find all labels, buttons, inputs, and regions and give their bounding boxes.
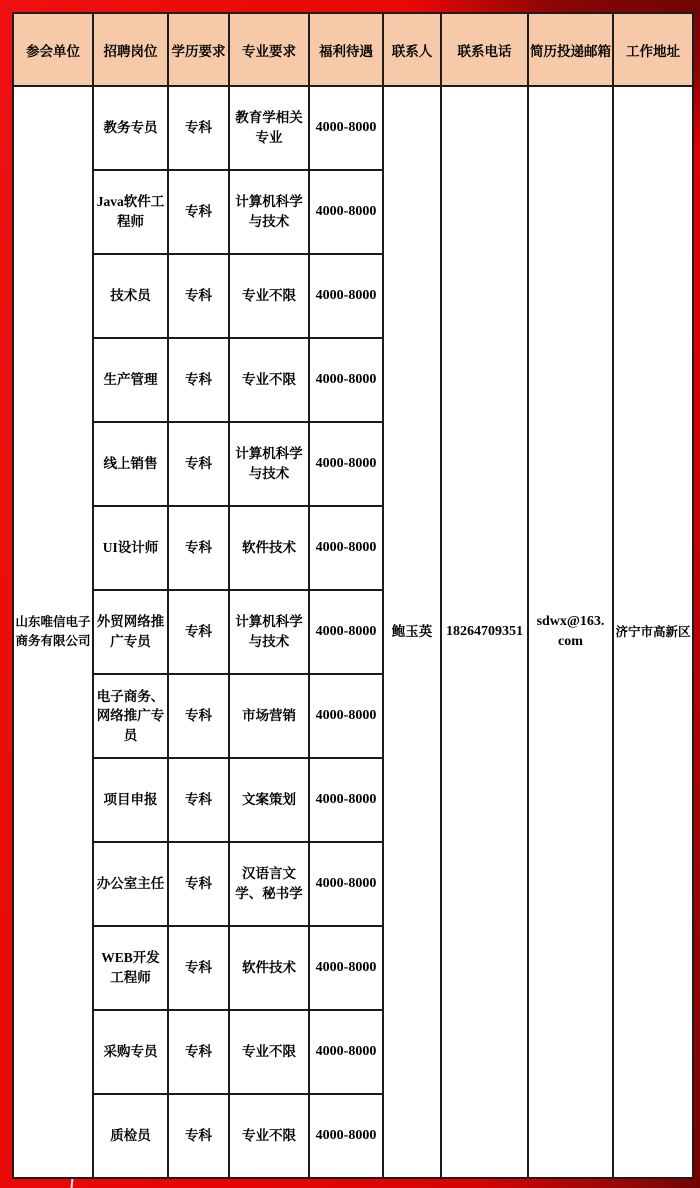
education-cell: 专科 [168, 506, 229, 590]
education-cell: 专科 [168, 1094, 229, 1178]
major-cell: 计算机科学与技术 [229, 170, 309, 254]
education-cell: 专科 [168, 758, 229, 842]
position-cell: WEB开发工程师 [93, 926, 168, 1010]
major-cell: 计算机科学与技术 [229, 422, 309, 506]
position-cell: UI设计师 [93, 506, 168, 590]
salary-cell: 4000-8000 [309, 926, 383, 1010]
header-company: 参会单位 [13, 13, 93, 86]
education-cell: 专科 [168, 674, 229, 758]
header-education: 学历要求 [168, 13, 229, 86]
salary-cell: 4000-8000 [309, 86, 383, 170]
position-cell: 线上销售 [93, 422, 168, 506]
job-row [13, 86, 693, 170]
major-cell: 软件技术 [229, 926, 309, 1010]
salary-cell: 4000-8000 [309, 1094, 383, 1178]
position-cell: 教务专员 [93, 86, 168, 170]
salary-cell: 4000-8000 [309, 170, 383, 254]
contact-name-cell: 鲍玉英 [383, 86, 441, 1178]
education-cell: 专科 [168, 170, 229, 254]
header-salary: 福利待遇 [309, 13, 383, 86]
header-contact-phone: 联系电话 [441, 13, 528, 86]
position-cell: 办公室主任 [93, 842, 168, 926]
position-cell: 外贸网络推广专员 [93, 590, 168, 674]
company-name-cell: 山东唯信电子商务有限公司 [13, 86, 93, 1178]
major-cell: 专业不限 [229, 254, 309, 338]
header-major: 专业要求 [229, 13, 309, 86]
position-cell: 质检员 [93, 1094, 168, 1178]
major-cell: 专业不限 [229, 338, 309, 422]
education-cell: 专科 [168, 590, 229, 674]
resume-email-cell: sdwx@163.com [528, 86, 613, 1178]
header-work-address: 工作地址 [613, 13, 693, 86]
education-cell: 专科 [168, 422, 229, 506]
position-cell: Java软件工程师 [93, 170, 168, 254]
header-resume-email: 简历投递邮箱 [528, 13, 613, 86]
salary-cell: 4000-8000 [309, 842, 383, 926]
position-cell: 项目申报 [93, 758, 168, 842]
salary-cell: 4000-8000 [309, 506, 383, 590]
major-cell: 专业不限 [229, 1010, 309, 1094]
position-cell: 采购专员 [93, 1010, 168, 1094]
education-cell: 专科 [168, 842, 229, 926]
major-cell: 汉语言文学、秘书学 [229, 842, 309, 926]
major-cell: 专业不限 [229, 1094, 309, 1178]
major-cell: 教育学相关专业 [229, 86, 309, 170]
recruitment-table [12, 12, 694, 1179]
salary-cell: 4000-8000 [309, 422, 383, 506]
major-cell: 软件技术 [229, 506, 309, 590]
header-contact-name: 联系人 [383, 13, 441, 86]
major-cell: 文案策划 [229, 758, 309, 842]
position-cell: 生产管理 [93, 338, 168, 422]
contact-phone-cell: 18264709351 [441, 86, 528, 1178]
major-cell: 计算机科学与技术 [229, 590, 309, 674]
header-position: 招聘岗位 [93, 13, 168, 86]
education-cell: 专科 [168, 254, 229, 338]
education-cell: 专科 [168, 1010, 229, 1094]
work-address-cell: 济宁市高新区 [613, 86, 693, 1178]
education-cell: 专科 [168, 86, 229, 170]
salary-cell: 4000-8000 [309, 758, 383, 842]
salary-cell: 4000-8000 [309, 590, 383, 674]
education-cell: 专科 [168, 926, 229, 1010]
major-cell: 市场营销 [229, 674, 309, 758]
header-row [13, 13, 693, 86]
salary-cell: 4000-8000 [309, 338, 383, 422]
position-cell: 技术员 [93, 254, 168, 338]
salary-cell: 4000-8000 [309, 1010, 383, 1094]
salary-cell: 4000-8000 [309, 254, 383, 338]
position-cell: 电子商务、网络推广专员 [93, 674, 168, 758]
education-cell: 专科 [168, 338, 229, 422]
salary-cell: 4000-8000 [309, 674, 383, 758]
